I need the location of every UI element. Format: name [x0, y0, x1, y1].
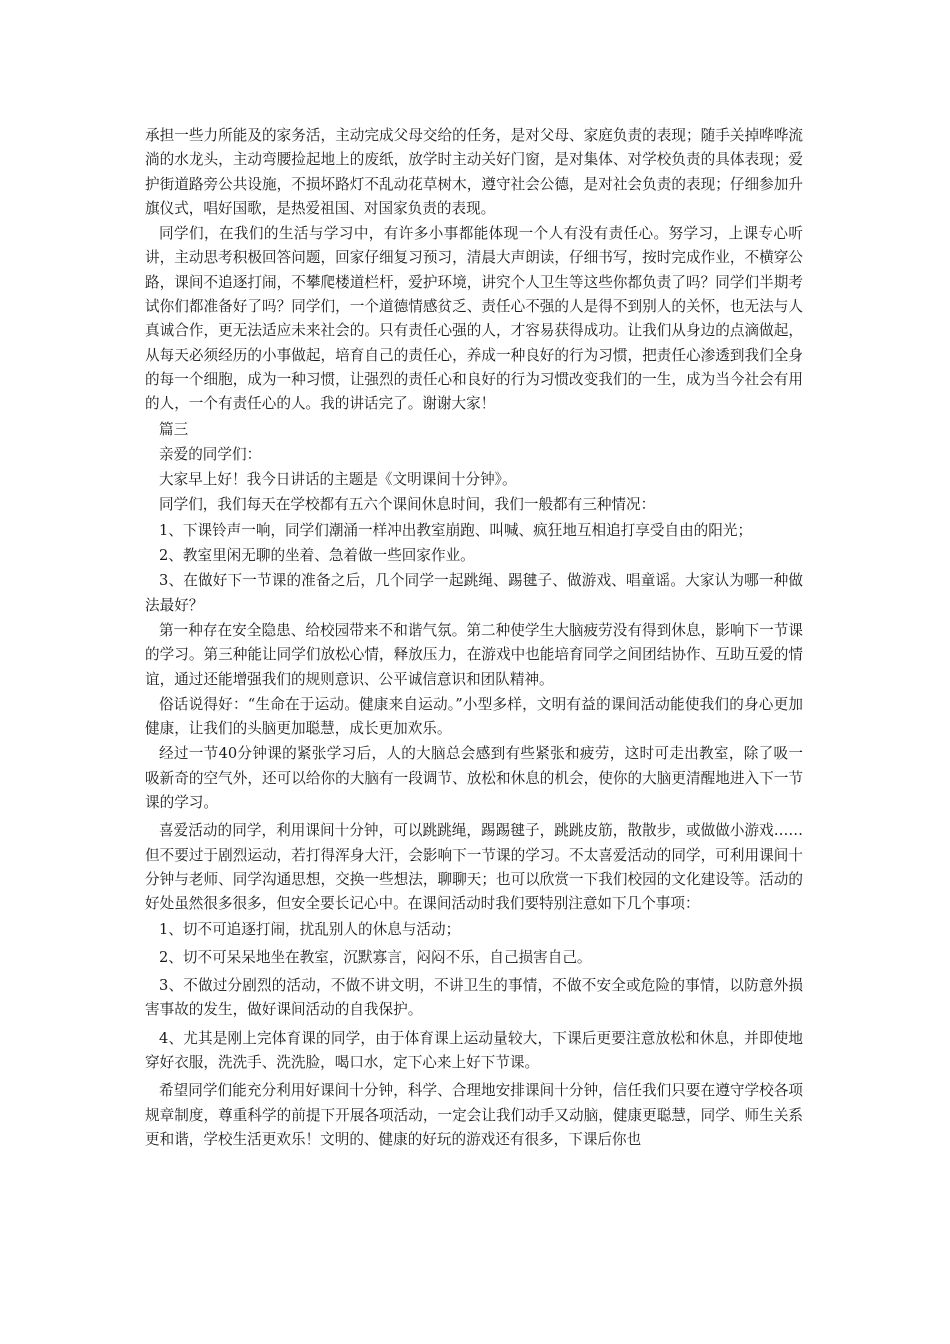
list-item-situation-1: 1、下课铃声一响，同学们潮涌一样冲出教室崩跑、叫喊、疯狂地互相追打享受自由的阳光； — [159, 521, 753, 539]
paragraph-after-class: 经过一节40分钟课的紧张学习后，人的大脑总会感到有些紧张和疲劳，这时可走出教室，除了吸一吸新奇的空气外，还可以给你的大脑有一段调节、放松和休息的机会，使你的大脑更清醒地进入下一节课的学习。 — [145, 745, 803, 812]
paragraph-intro-situations: 同学们，我们每天在学校都有五六个课间休息时间，我们一般都有三种情况： — [159, 496, 656, 514]
speech-topic: 大家早上好！我今日讲话的主题是《文明课间十分钟》。 — [159, 471, 517, 489]
paragraph-responsibility-examples: 承担一些力所能及的家务活，主动完成父母交给的任务，是对父母、家庭负责的表现；随手关掉哗哗流淌的水龙头，主动弯腰捡起地上的废纸，放学时主动关好门窗，是对集体、对学校负责的具体表现；爱护街道路旁公共设施，不损坏路灯不乱动花草树木，遵守社会公德，是对社会负责的表现；仔细参加升旗仪式，唱好国歌，是热爱祖国、对国家负责的表现。 — [145, 127, 803, 217]
paragraph-responsibility-summary: 同学们，在我们的生活与学习中，有许多小事都能体现一个人有没有责任心。努学习，上课专心听讲，主动思考积极回答问题，回家仔细复习预习，清晨大声朗读，仔细书写，按时完成作业，不横穿公路，课间不追逐打闹，不攀爬楼道栏杆，爱护环境，讲究个人卫生等这些你都负责了吗？同学们半期考试你们都准备好了吗？同学们，一个道德情感贫乏、责任心不强的人是得不到别人的关怀，也无法与人真诚合作，更无法适应未来社会的。只有责任心强的人，才容易获得成功。让我们从身边的点滴做起，从每天必须经历的小事做起，培育自己的责任心，养成一种良好的行为习惯，把责任心渗透到我们全身的每一个细胞，成为一种习惯，让强烈的责任心和良好的行为习惯改变我们的一生，成为当今社会有用的人，一个有责任心的人。我的讲话完了。谢谢大家！ — [145, 225, 803, 413]
paragraph-conclusion: 希望同学们能充分利用好课间十分钟，科学、合理地安排课间十分钟，信任我们只要在遵守学校各项规章制度，尊重科学的前提下开展各项活动，一定会让我们动手又动脑，健康更聪慧，同学、师生关系更和谐，学校生活更欢乐！文明的、健康的好玩的游戏还有很多，下课后你也 — [145, 1082, 803, 1148]
list-item-notice-1: 1、切不可追逐打闹，扰乱别人的休息与活动； — [159, 920, 461, 938]
section-heading: 篇三 — [159, 420, 189, 438]
paragraph-activities: 喜爱活动的同学，利用课间十分钟，可以跳跳绳，踢踢毽子，跳跳皮筋，散散步，或做做小游戏……但不要过于剧烈运动，若打得浑身大汗，会影响下一节课的学习。不太喜爱活动的同学，可利用课间十分钟与老师、同学沟通思想，交换一些想法，聊聊天；也可以欣赏一下我们校园的文化建设等。活动的好处虽然很多很多，但安全要长记心中。在课间活动时我们要特别注意如下几个事项： — [145, 822, 803, 913]
paragraph-analysis: 第一种存在安全隐患、给校园带来不和谐气氛。第二种使学生大脑疲劳没有得到休息，影响下一节课的学习。第三种能让同学们放松心情，释放压力，在游戏中也能培育同学之间团结协作、互助互爱的情谊，通过还能增强我们的规则意识、公平诚信意识和团队精神。 — [145, 621, 803, 688]
list-item-situation-3: 3、在做好下一节课的准备之后，几个同学一起跳绳、踢毽子、做游戏、唱童谣。大家认为哪一种做法最好？ — [145, 572, 803, 614]
salutation: 亲爱的同学们： — [159, 445, 262, 463]
list-item-notice-4: 4、尤其是刚上完体育课的同学，由于体育课上运动量较大，下课后更要注意放松和休息，并即使地穿好衣服，洗洗手、洗洗脸，喝口水，定下心来上好下节课。 — [145, 1029, 803, 1071]
document-page — [145, 124, 803, 1156]
list-item-situation-2: 2、教室里闲无聊的坐着、急着做一些回家作业。 — [159, 547, 475, 565]
list-item-notice-3: 3、不做过分剧烈的活动，不做不讲文明，不讲卫生的事情，不做不安全或危险的事情，以防意外损害事故的发生，做好课间活动的自我保护。 — [145, 977, 803, 1019]
list-item-notice-2: 2、切不可呆呆地坐在教室，沉默寡言，闷闷不乐，自己损害自己。 — [159, 948, 592, 966]
paragraph-proverb: 俗话说得好：“生命在于运动。健康来自运动。”小型多样，文明有益的课间活动能使我们的身心更加健康，让我们的头脑更加聪慧，成长更加欢乐。 — [145, 695, 803, 738]
